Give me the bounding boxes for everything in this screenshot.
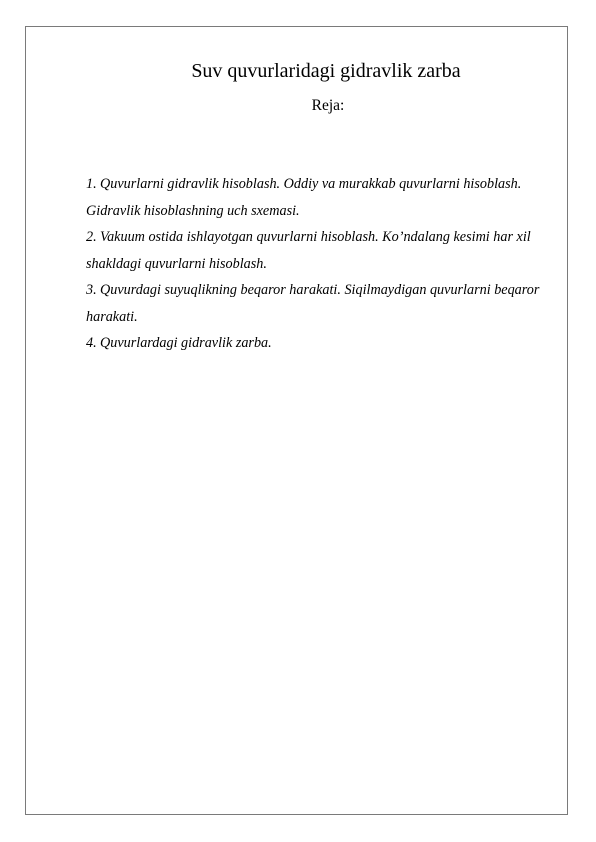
- plan-item-text: Vakuum ostida ishlayotgan quvurlarni hisoblash. Ko’ndalang kesimi har xil shakldagi quvurlarni hisoblash.: [86, 229, 531, 272]
- plan-item: [86, 277, 556, 330]
- plan-item-text: Quvurlarni gidravlik hisoblash. Oddiy va murakkab quvurlarni hisoblash. Gidravlik hisoblashning uch sxemasi.: [86, 176, 522, 219]
- plan-item-text: Quvurlardagi gidravlik zarba.: [100, 335, 272, 351]
- plan-item-number: 1.: [86, 176, 97, 192]
- plan-item-number: 3.: [86, 282, 97, 298]
- document-subtitle: Reja:: [311, 97, 345, 114]
- document-title: Suv quvurlaridagi gidravlik zarba: [191, 60, 461, 82]
- plan-list: [86, 171, 556, 357]
- plan-item: [86, 330, 556, 357]
- plan-item-text: Quvurdagi suyuqlikning beqaror harakati. Siqilmaydigan quvurlarni beqaror harakati.: [86, 282, 540, 325]
- plan-item: [86, 171, 556, 224]
- plan-item-number: 4.: [86, 335, 97, 351]
- plan-item: [86, 224, 556, 277]
- page-border: [25, 26, 568, 815]
- plan-item-number: 2.: [86, 229, 97, 245]
